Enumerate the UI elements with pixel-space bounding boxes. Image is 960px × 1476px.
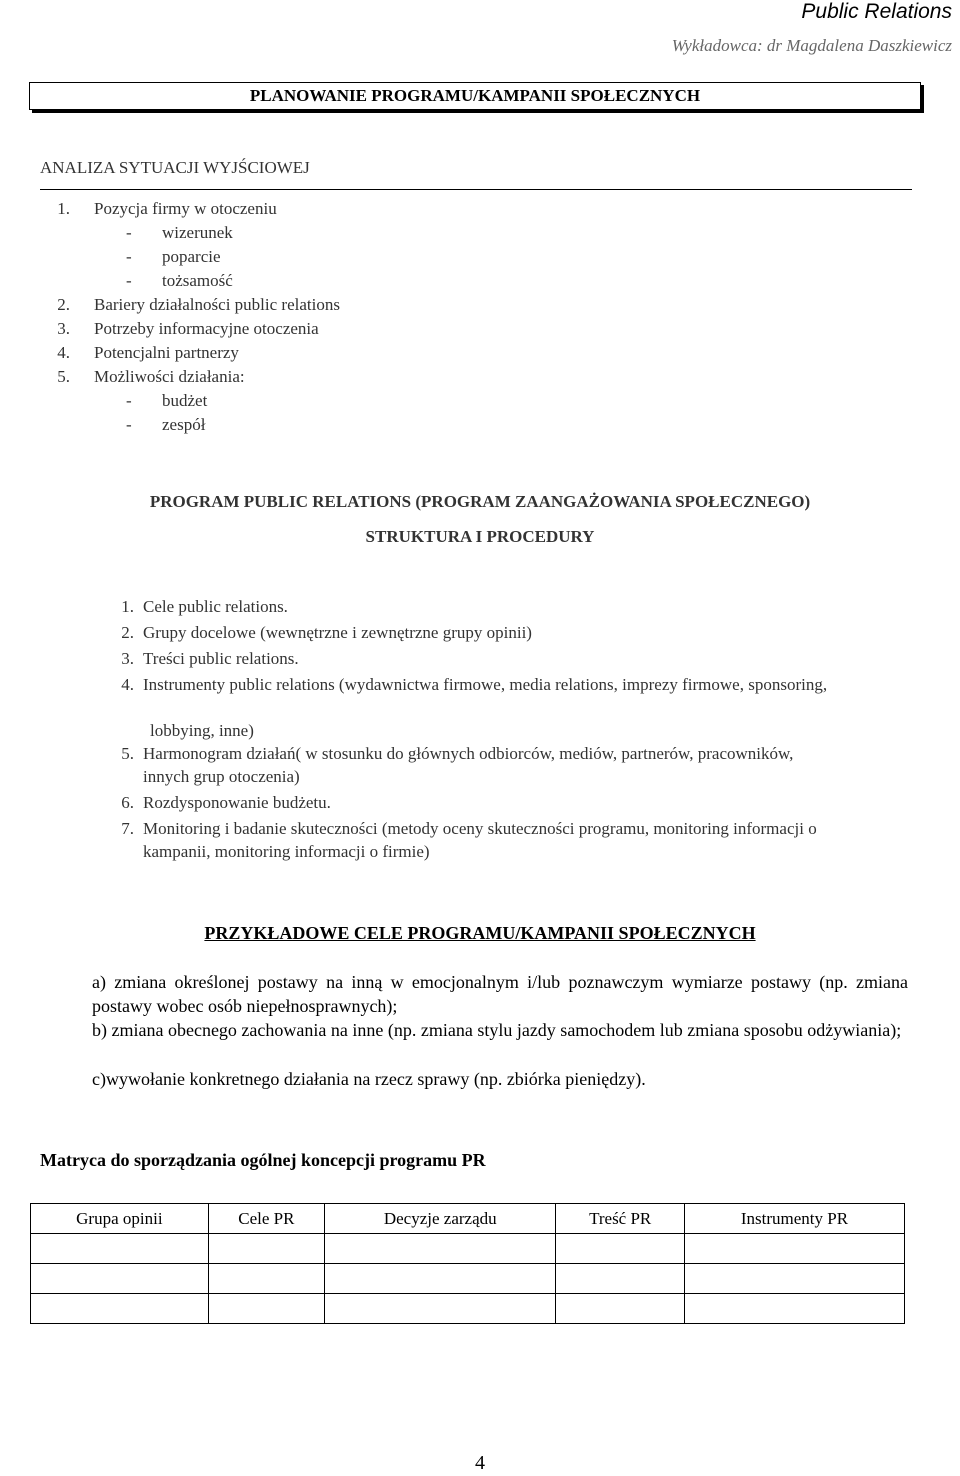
table-cell[interactable]	[208, 1264, 324, 1294]
list-number: 5.	[57, 367, 70, 386]
matrix-table	[30, 1203, 905, 1324]
list-number: 3.	[121, 649, 134, 668]
list-item: Bariery działalności public relations	[94, 295, 340, 314]
column-header: Cele PR	[208, 1204, 324, 1234]
column-header: Treść PR	[556, 1204, 685, 1234]
header-title: Public Relations	[801, 0, 952, 23]
list-item: Treści public relations.	[143, 649, 299, 668]
section-divider	[40, 189, 912, 190]
table-cell[interactable]	[31, 1234, 209, 1264]
list-item: Potencjalni partnerzy	[94, 343, 239, 362]
list-item: Grupy docelowe (wewnętrzne i zewnętrzne grupy opinii)	[143, 623, 532, 642]
list-dash: -	[126, 415, 132, 434]
matrix-heading: Matryca do sporządzania ogólnej koncepcji programu PR	[40, 1150, 486, 1170]
column-header: Decyzje zarządu	[325, 1204, 556, 1234]
list-item: Rozdysponowanie budżetu.	[143, 793, 331, 812]
list-item: Cele public relations.	[143, 597, 288, 616]
table-cell[interactable]	[556, 1264, 685, 1294]
analysis-heading: ANALIZA SYTUACJI WYJŚCIOWEJ	[40, 158, 310, 177]
document-title: PLANOWANIE PROGRAMU/KAMPANII SPOŁECZNYCH	[29, 82, 921, 110]
table-row	[31, 1294, 905, 1324]
list-number: 1.	[121, 597, 134, 616]
column-header: Instrumenty PR	[684, 1204, 904, 1234]
table-cell[interactable]	[325, 1264, 556, 1294]
sub-item: poparcie	[162, 247, 221, 266]
sub-item: tożsamość	[162, 271, 233, 290]
list-number: 1.	[57, 199, 70, 218]
list-item: Potrzeby informacyjne otoczenia	[94, 319, 319, 338]
table-cell[interactable]	[208, 1294, 324, 1324]
list-item: Monitoring i badanie skuteczności (metody oceny skuteczności programu, monitoring informacji o	[143, 819, 817, 838]
sub-item: zespół	[162, 415, 206, 434]
table-cell[interactable]	[684, 1294, 904, 1324]
table-header-row	[31, 1204, 905, 1234]
table-row	[31, 1264, 905, 1294]
list-item-continuation: kampanii, monitoring informacji o firmie)	[143, 842, 430, 861]
table-row	[31, 1234, 905, 1264]
table-cell[interactable]	[556, 1294, 685, 1324]
program-heading: PROGRAM PUBLIC RELATIONS (PROGRAM ZAANGAŻOWANIA SPOŁECZNEGO)	[149, 492, 811, 511]
list-number: 3.	[57, 319, 70, 338]
list-dash: -	[126, 391, 132, 410]
table-cell[interactable]	[556, 1234, 685, 1264]
examples-heading: PRZYKŁADOWE CELE PROGRAMU/KAMPANII SPOŁECZNYCH	[204, 923, 756, 943]
sub-item: budżet	[162, 391, 208, 410]
table-cell[interactable]	[325, 1234, 556, 1264]
header-subtitle: Wykładowca: dr Magdalena Daszkiewicz	[671, 36, 952, 55]
program-subheading: STRUKTURA I PROCEDURY	[365, 527, 595, 546]
list-number: 2.	[57, 295, 70, 314]
list-item: Instrumenty public relations (wydawnictwa firmowe, media relations, imprezy firmowe, sponsoring,	[143, 675, 828, 694]
list-dash: -	[126, 223, 132, 242]
list-number: 4.	[57, 343, 70, 362]
table-cell[interactable]	[684, 1264, 904, 1294]
table-cell[interactable]	[684, 1234, 904, 1264]
example-c: c)wywołanie konkretnego działania na rzecz sprawy (np. zbiórka pieniędzy).	[92, 1069, 646, 1089]
list-item: Możliwości działania:	[94, 367, 245, 386]
example-a: a) zmiana określonej postawy na inną w emocjonalnym i/lub poznawczym wymiarze postawy (np. zmiana postawy wobec osób niepełnosprawnych);	[92, 972, 908, 1016]
example-b: b) zmiana obecnego zachowania na inne (np. zmiana stylu jazdy samochodem lub zmiana sposobu odżywiania);	[92, 1020, 902, 1040]
table-cell[interactable]	[208, 1234, 324, 1264]
list-item-continuation: innych grup otoczenia)	[143, 767, 300, 786]
list-number: 4.	[121, 675, 134, 694]
list-number: 2.	[121, 623, 134, 642]
list-dash: -	[126, 271, 132, 290]
list-item: Harmonogram działań( w stosunku do głównych odbiorców, mediów, partnerów, pracowników,	[143, 744, 794, 763]
table-cell[interactable]	[31, 1264, 209, 1294]
list-number: 5.	[121, 744, 134, 763]
list-item: Pozycja firmy w otoczeniu	[94, 199, 277, 218]
page-number: 4	[475, 1452, 485, 1474]
list-item-continuation: lobbying, inne)	[150, 721, 254, 740]
list-number: 7.	[121, 819, 134, 838]
table-cell[interactable]	[325, 1294, 556, 1324]
table-cell[interactable]	[31, 1294, 209, 1324]
list-number: 6.	[121, 793, 134, 812]
list-dash: -	[126, 247, 132, 266]
column-header: Grupa opinii	[31, 1204, 209, 1234]
sub-item: wizerunek	[162, 223, 233, 242]
